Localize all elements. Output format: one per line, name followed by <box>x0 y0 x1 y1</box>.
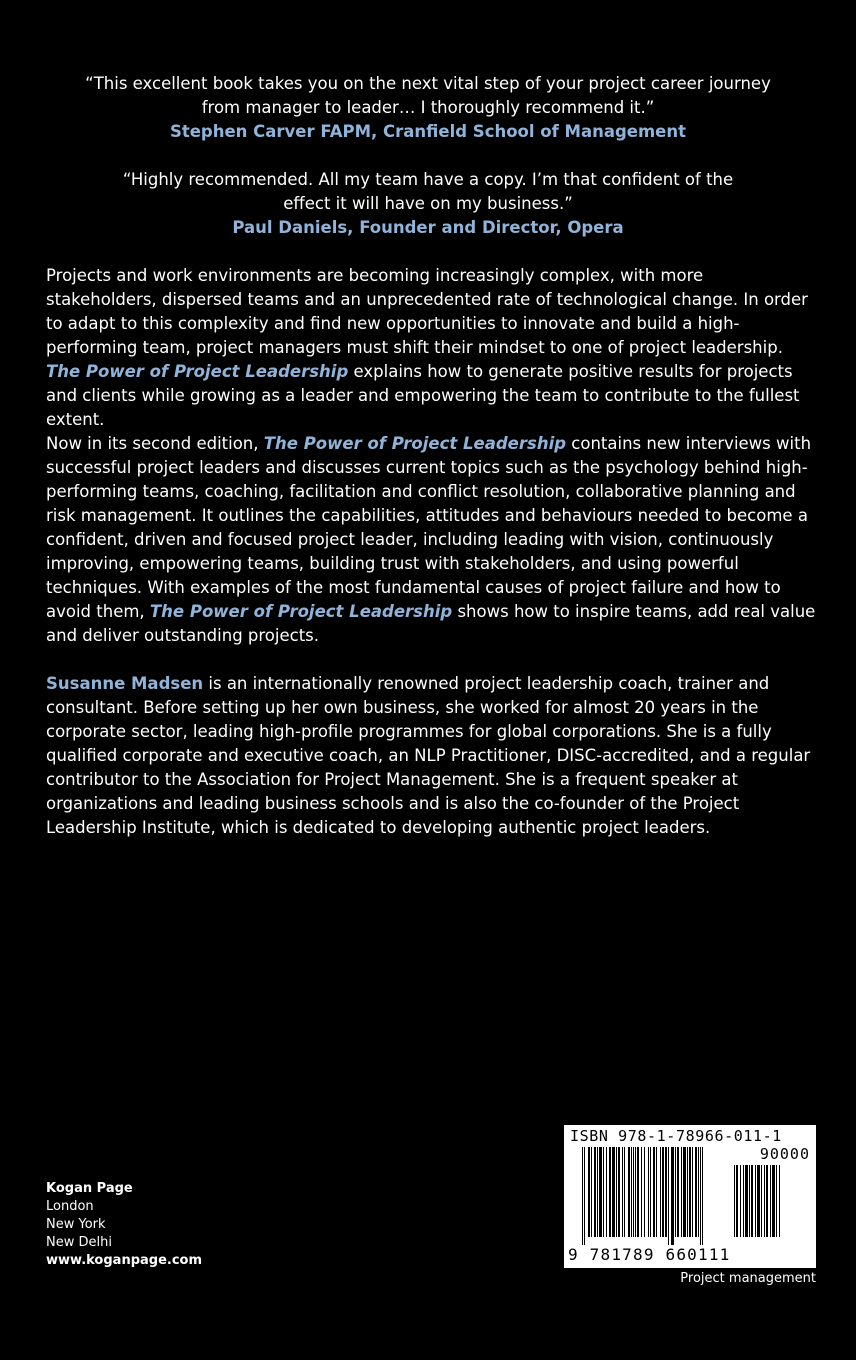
paragraph-text: is an internationally renowned project leadership coach, trainer and consultant. Before setting up her own business, she worked for almost 20 years in the corporate sector, leading high-profile programmes for global corporations. She is a fully qualified corporate and executive coach, an NLP Practitioner, DISC-accredited, and a regular contributor to the Association for Project Management. She is a frequent speaker at organizations and leading business schools and is also the co-founder of the Project Leadership Institute, which is dedicated to developing authentic project leaders. <box>46 674 811 837</box>
barcode-bar <box>609 1147 611 1237</box>
barcode-bar <box>603 1147 604 1237</box>
barcode-bar <box>618 1147 620 1237</box>
barcode-bar <box>687 1147 688 1237</box>
barcode-bar <box>776 1165 777 1237</box>
publisher-block <box>46 1180 202 1270</box>
barcode-bar <box>591 1147 592 1237</box>
barcode-bar <box>584 1147 585 1245</box>
barcode-bar <box>668 1147 669 1245</box>
barcode-bar <box>597 1147 598 1237</box>
barcode-bar <box>650 1147 651 1237</box>
barcode-bar <box>633 1147 634 1237</box>
barcode-bar <box>681 1147 682 1237</box>
barcode-bar <box>695 1147 697 1237</box>
barcode-bar <box>616 1147 617 1237</box>
description-paragraph <box>46 432 816 648</box>
barcode-bar <box>628 1147 630 1237</box>
barcode-bar <box>665 1147 667 1237</box>
paragraph-text: shows how to inspire teams, add real value and deliver outstanding projects. <box>46 602 816 645</box>
barcode-bar <box>582 1147 583 1245</box>
barcode-bar <box>588 1147 590 1237</box>
publisher-city: London <box>46 1199 94 1214</box>
barcode-bar <box>641 1147 642 1237</box>
barcode-bar <box>635 1147 636 1237</box>
book-title: The Power of Project Leadership <box>46 362 349 381</box>
publisher-website: www.koganpage.com <box>46 1253 203 1268</box>
barcode-bar <box>653 1147 655 1237</box>
author-name: Susanne Madsen <box>46 674 204 693</box>
paragraph-text: explains how to generate positive results for projects and clients while growing as a leader and empowering the team to contribute to the fullest extent. <box>46 362 800 429</box>
barcode-bar <box>606 1147 607 1237</box>
barcode-bars <box>582 1147 728 1255</box>
barcode-bar <box>766 1165 768 1237</box>
publisher-city: New Delhi <box>46 1235 112 1250</box>
barcode-bar <box>612 1147 615 1237</box>
barcode-bar <box>755 1165 756 1237</box>
barcode-bar <box>692 1147 693 1237</box>
barcode-bar <box>594 1147 596 1237</box>
barcode-bar <box>677 1147 679 1237</box>
barcode-bar <box>662 1147 664 1237</box>
quote-line: “Highly recommended. All my team have a copy. I’m that confident of the <box>122 170 734 189</box>
price-code: 90000 <box>759 1145 810 1163</box>
quote-attribution: Paul Daniels, Founder and Director, Opera <box>232 218 624 237</box>
isbn-barcode <box>564 1125 816 1268</box>
testimonial-quote <box>0 72 856 144</box>
quote-line: from manager to leader… I thoroughly recommend it.” <box>201 98 655 117</box>
publisher-name: Kogan Page <box>46 1181 133 1196</box>
book-title: The Power of Project Leadership <box>263 434 567 453</box>
publisher-city: New York <box>46 1217 106 1232</box>
barcode-bar <box>761 1165 762 1237</box>
barcode-bar <box>757 1165 760 1237</box>
barcode-bar <box>689 1147 691 1237</box>
barcode-bar <box>749 1165 750 1237</box>
barcode-bar <box>644 1147 645 1237</box>
ean-digits: 9 781789 660111 <box>568 1245 731 1264</box>
subject-category: Project management <box>680 1271 816 1286</box>
author-bio <box>46 672 816 840</box>
barcode-bar <box>736 1165 738 1237</box>
barcode-bar <box>671 1147 674 1245</box>
barcode-bar <box>751 1165 753 1237</box>
barcode-bar <box>631 1147 632 1237</box>
barcode-bar <box>622 1147 623 1237</box>
barcode-addon-bars <box>734 1165 808 1255</box>
paragraph-text: contains new interviews with successful project leaders and discusses current topics such as the psychology behind high-performing teams, coaching, facilitation and conflict resolution, collaborative planning and risk management. It outlines the capabilities, attitudes and behaviours needed to become a confident, driven and focused project leader, including leading with vision, continuously improving, empowering teams, building trust with stakeholders, and using powerful techniques. With examples of the most fundamental causes of project failure and how to avoid them, <box>46 434 812 621</box>
barcode-bar <box>772 1165 775 1237</box>
barcode-bar <box>743 1165 744 1237</box>
barcode-bar <box>656 1147 657 1237</box>
barcode-bar <box>734 1165 735 1237</box>
barcode-bar <box>764 1165 765 1237</box>
description-paragraph <box>46 264 816 432</box>
barcode-bar <box>660 1147 661 1237</box>
barcode-bar <box>675 1147 676 1237</box>
barcode-bar <box>702 1147 703 1245</box>
paragraph-text: Now in its second edition, <box>46 434 259 453</box>
testimonial-quote <box>0 168 856 240</box>
quote-line: effect it will have on my business.” <box>283 194 573 213</box>
isbn-number: ISBN 978-1-78966-011-1 <box>570 1127 782 1145</box>
barcode-bar <box>683 1147 686 1237</box>
barcode-bar <box>637 1147 639 1237</box>
barcode-bar <box>648 1147 649 1237</box>
barcode-bar <box>779 1165 780 1237</box>
book-title: The Power of Project Leadership <box>149 602 453 621</box>
barcode-bar <box>698 1147 699 1237</box>
barcode-bar <box>740 1165 741 1237</box>
barcode-bar <box>770 1165 771 1237</box>
barcode-bar <box>700 1147 701 1245</box>
barcode-bar <box>624 1147 625 1237</box>
barcode-bar <box>745 1165 748 1237</box>
quote-line: “This excellent book takes you on the next vital step of your project career journey <box>85 74 771 93</box>
quote-attribution: Stephen Carver FAPM, Cranfield School of Management <box>169 122 687 141</box>
barcode-bar <box>599 1147 602 1237</box>
paragraph-text: Projects and work environments are becoming increasingly complex, with more stakeholders, dispersed teams and an unprecedented rate of technological change. In order to adapt to this complexity and find new opportunities to innovate and build a high-performing team, project managers must shift their mindset to one of project leadership. <box>46 266 808 357</box>
